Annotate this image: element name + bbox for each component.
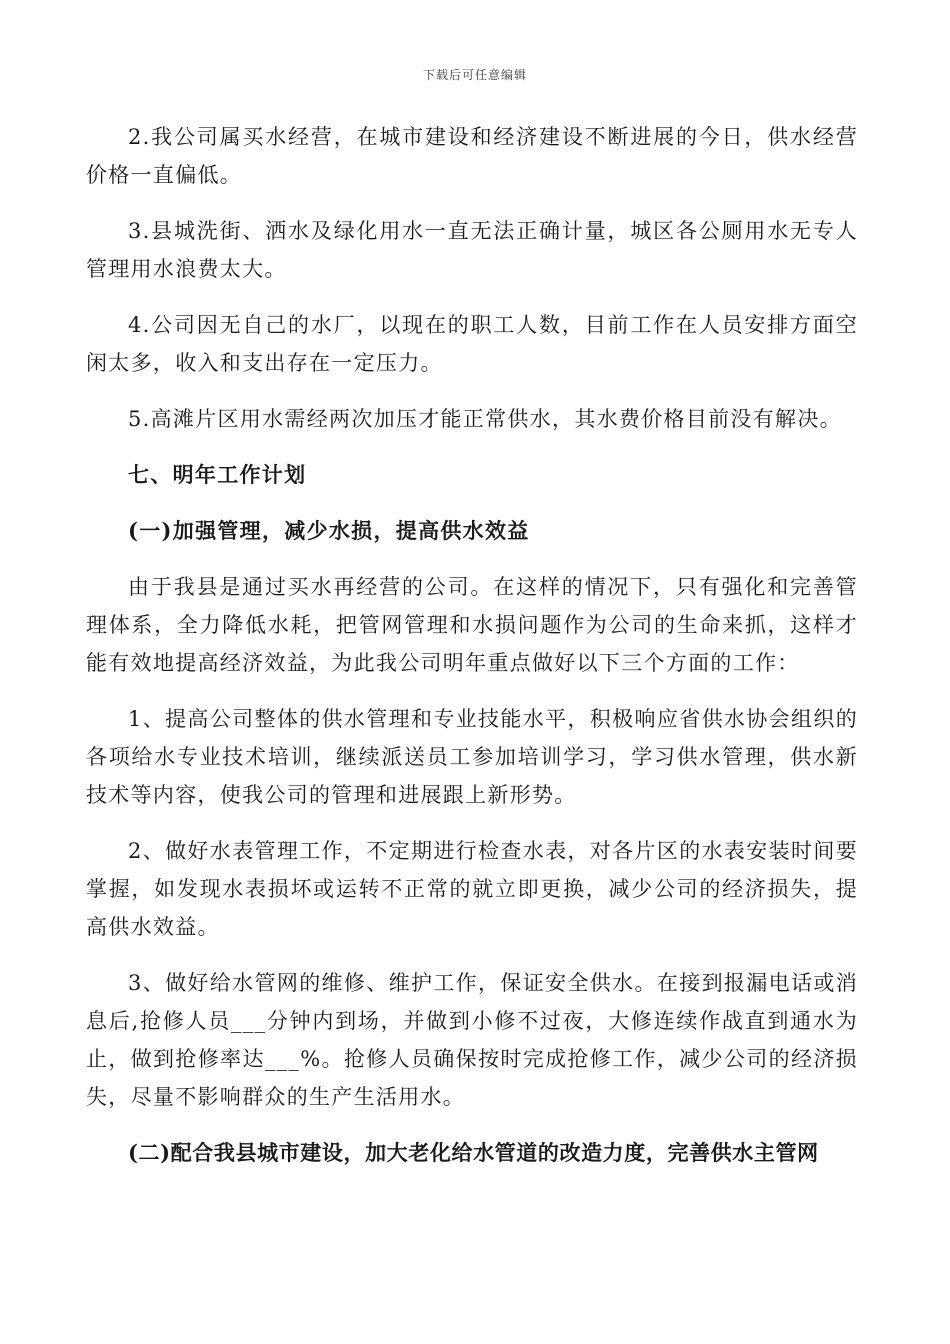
subsection-heading-1: (一)加强管理，减少水损，提高供水效益: [128, 518, 530, 543]
section-heading-plan: 七、明年工作计划: [128, 462, 307, 487]
document-body: [86, 118, 858, 1190]
paragraph-issue-4: 4.公司因无自己的水厂，以现在的职工人数，目前工作在人员安排方面空闲太多，收入和支出存在一定压力。: [86, 313, 858, 375]
paragraph-issue-5: 5.高滩片区用水需经两次加压才能正常供水，其水费价格目前没有解决。: [128, 407, 842, 431]
subsection-heading-2: (二)配合我县城市建设，加大老化给水管道的改造力度，完善供水主管网: [128, 1140, 819, 1165]
header-note: 下载后可任意编辑: [422, 68, 527, 82]
paragraph-plan-3: 3、做好给水管网的维修、维护工作，保证安全供水。在接到报漏电话或消息后,抢修人员___分钟内到场，并做到小修不过夜，大修连续作战直到通水为止，做到抢修率达___%。抢修人员确保按时完成抢修工作，减少公司的经济损失，尽量不影响群众的生产生活用水。: [86, 971, 858, 1109]
paragraph-intro: 由于我县是通过买水再经营的公司。在这样的情况下，只有强化和完善管理体系，全力降低水耗，把管网管理和水损问题作为公司的生命来抓，这样才能有效地提高经济效益，为此我公司明年重点做好以下三个方面的工作：: [86, 575, 858, 675]
paragraph-plan-2: 2、做好水表管理工作，不定期进行检查水表，对各片区的水表安装时间要掌握，如发现水表损坏或运转不正常的就立即更换，减少公司的经济损失，提高供水效益。: [86, 839, 858, 939]
paragraph-plan-1: 1、提高公司整体的供水管理和专业技能水平，积极响应省供水协会组织的各项给水专业技术培训，继续派送员工参加培训学习，学习供水管理，供水新技术等内容，使我公司的管理和进展跟上新形势。: [86, 707, 858, 807]
paragraph-issue-3: 3.县城洗街、洒水及绿化用水一直无法正确计量，城区各公厕用水无专人管理用水浪费太大。: [86, 219, 858, 281]
paragraph-issue-2: 2.我公司属买水经营，在城市建设和经济建设不断进展的今日，供水经营价格一直偏低。: [86, 125, 858, 187]
